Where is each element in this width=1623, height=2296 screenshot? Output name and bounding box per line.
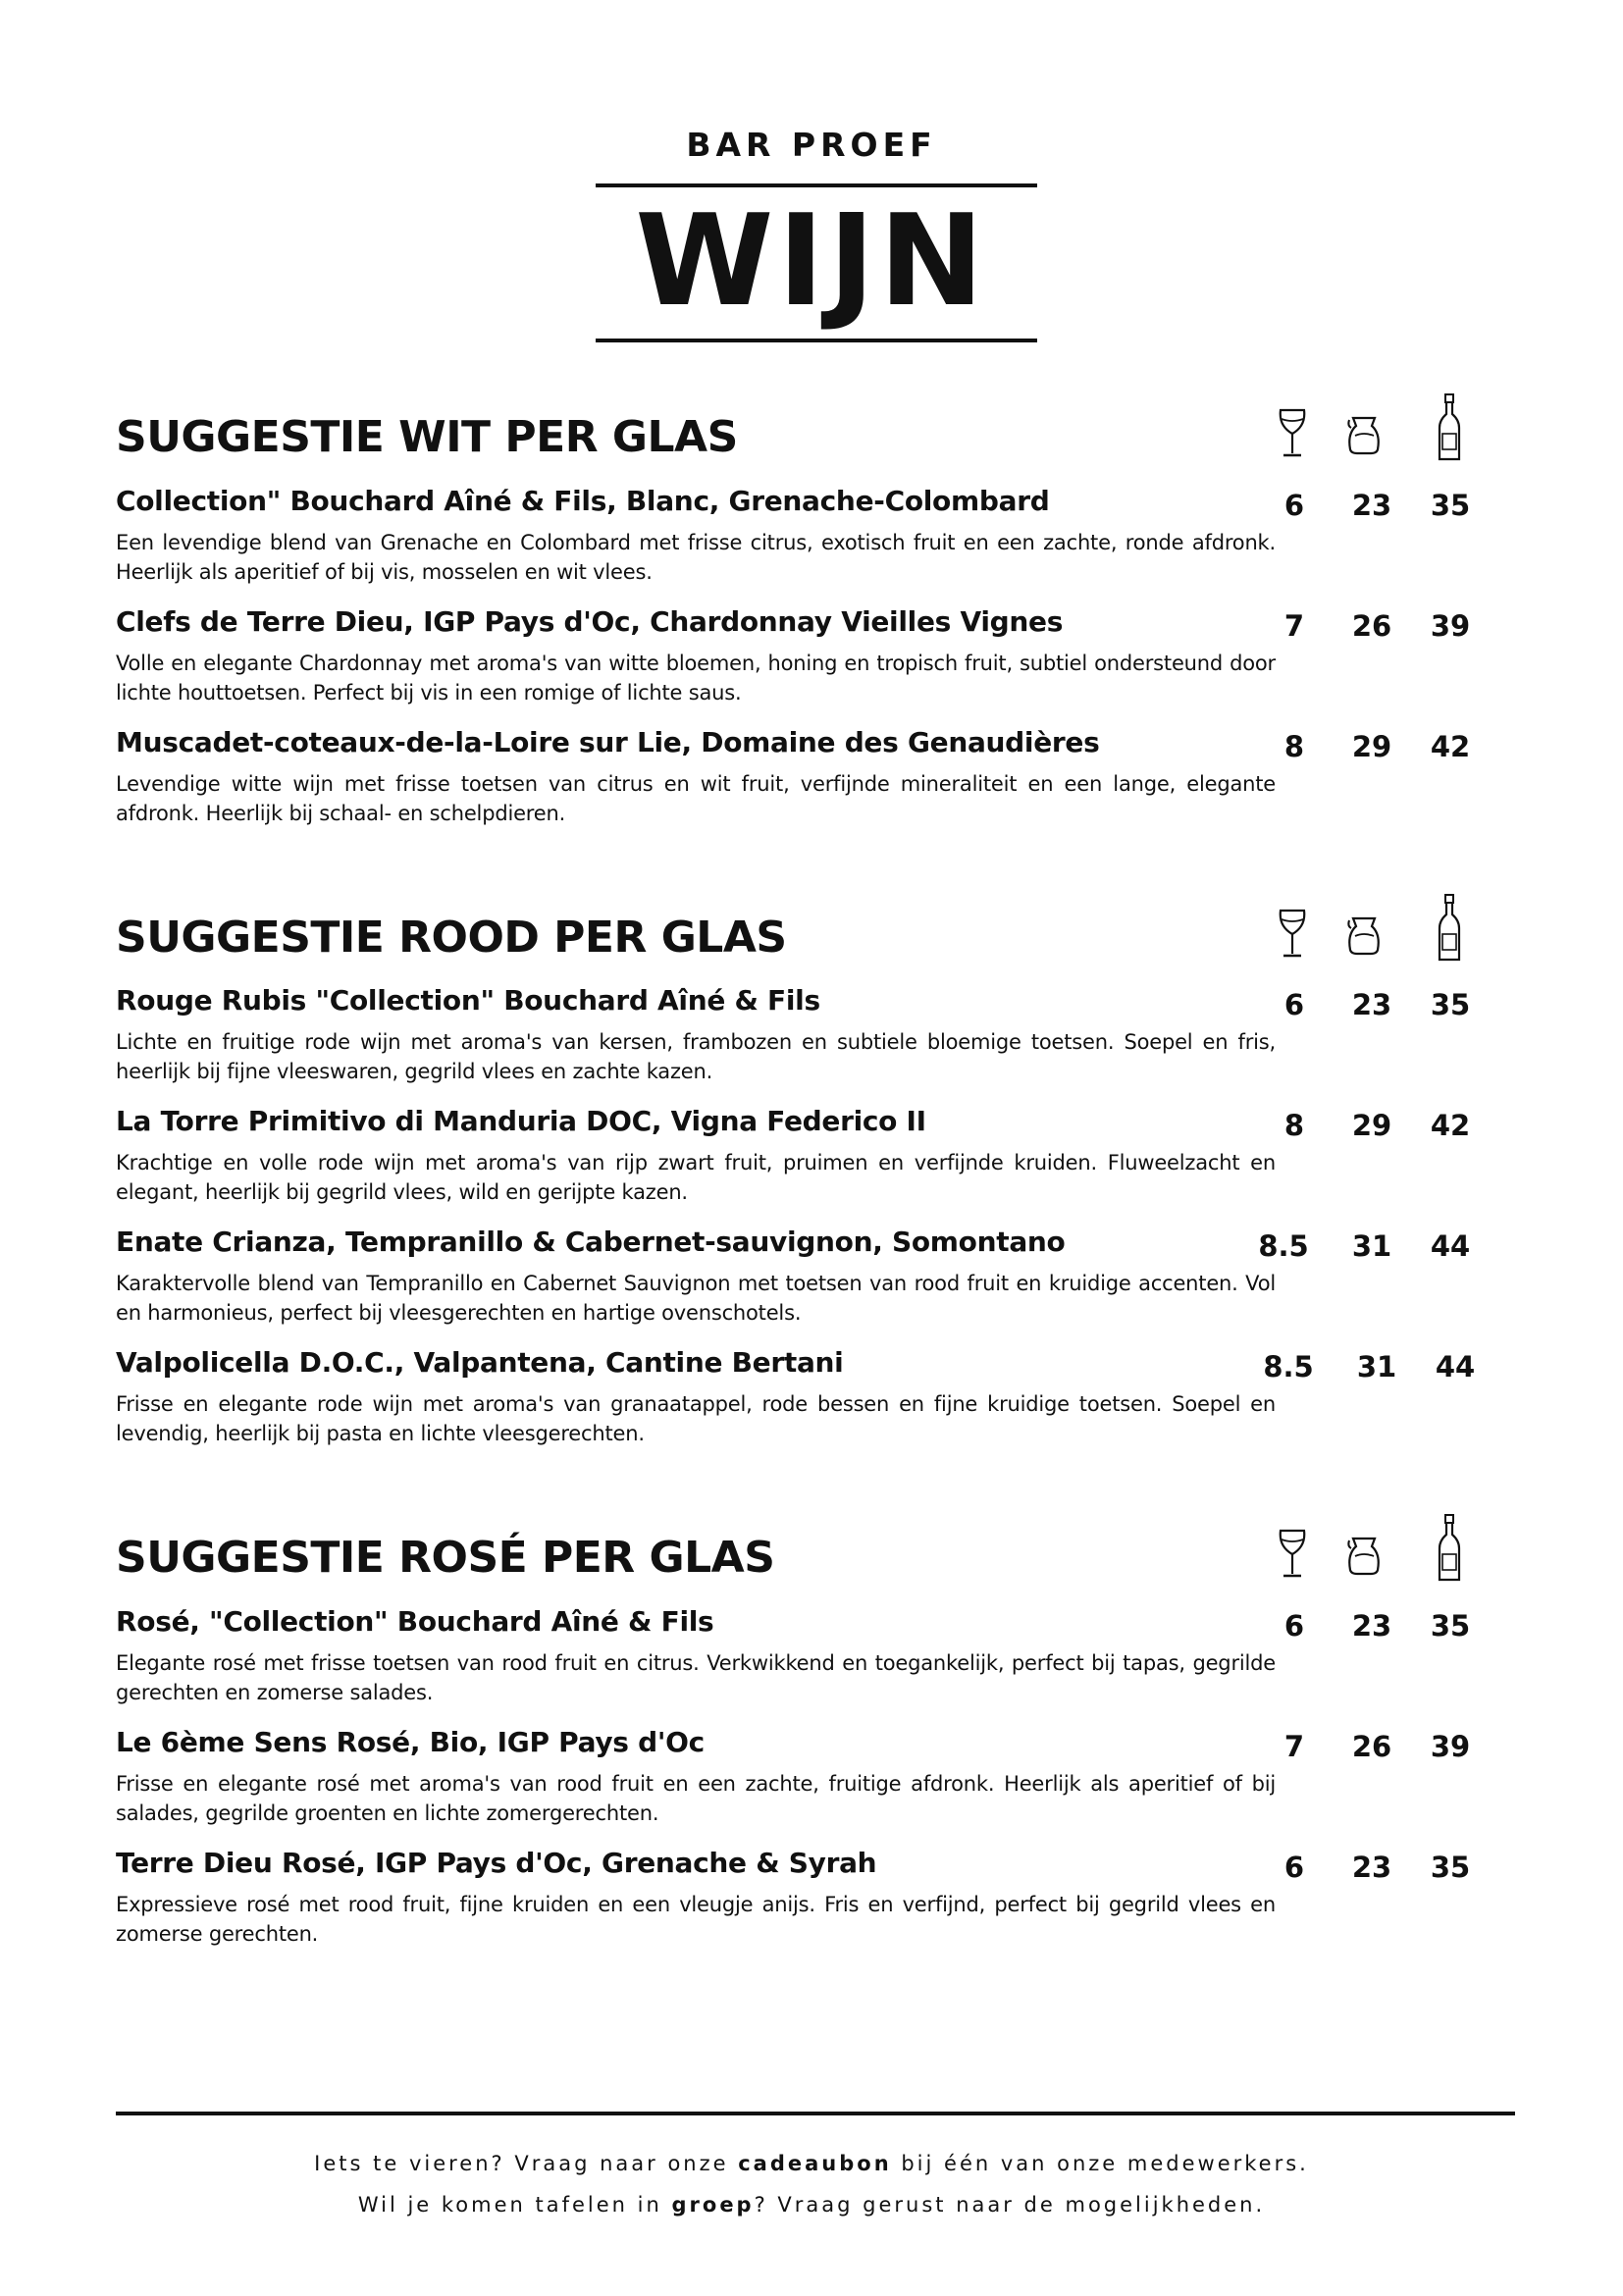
bar-name: BAR PROEF (686, 126, 937, 164)
header-rule-top (596, 183, 1037, 187)
price-carafe: 31 (1351, 1229, 1392, 1263)
price-carafe: 23 (1351, 1609, 1392, 1643)
price-bottle: 35 (1430, 489, 1471, 522)
price-carafe: 29 (1351, 1109, 1392, 1142)
wine-description: Een levendige blend van Grenache en Colombard met frisse citrus, exotisch fruit en een zachte, ronde afdronk. Heerlijk als aperitief of bij vis, mosselen en wit vlees. (116, 531, 1276, 584)
price-column-icons (116, 392, 1480, 471)
price-glass: 8.5 (1258, 1229, 1309, 1263)
price-carafe: 23 (1351, 988, 1392, 1021)
carafe-icon (1345, 913, 1385, 956)
price-bottle: 39 (1430, 1730, 1471, 1763)
wine-glass-icon (1278, 408, 1307, 459)
footer-text: Iets te vieren? Vraag naar onze (314, 2152, 739, 2175)
wine-name: Valpolicella D.O.C., Valpantena, Cantine Bertani (116, 1346, 844, 1379)
footer-text: bij één van onze medewerkers. (891, 2152, 1309, 2175)
price-glass: 6 (1283, 988, 1305, 1021)
wine-description: Levendige witte wijn met frisse toetsen van citrus en wit fruit, verfijnde mineraliteit en een lange, elegante afdronk. Heerlijk bij schaal- en schelpdieren. (116, 772, 1276, 825)
wine-bottle-icon (1437, 893, 1462, 964)
footer-text: Wil je komen tafelen in (357, 2193, 672, 2217)
header-rule-bottom (596, 339, 1037, 342)
list-item (116, 1226, 1480, 1343)
list-item (116, 1105, 1480, 1223)
list-item (116, 1726, 1480, 1844)
price-carafe: 31 (1356, 1350, 1397, 1383)
price-bottle: 42 (1430, 1109, 1471, 1142)
footer-highlight-groep: groep (671, 2193, 755, 2217)
wine-name: Terre Dieu Rosé, IGP Pays d'Oc, Grenache & Syrah (116, 1847, 877, 1879)
footer-divider (116, 2112, 1515, 2115)
wine-name: Le 6ème Sens Rosé, Bio, IGP Pays d'Oc (116, 1726, 705, 1758)
wine-description: Krachtige en volle rode wijn met aroma's van rijp zwart fruit, pruimen en verfijnde kruiden. Fluweelzacht en elegant, heerlijk bij gegrild vlees, wild en gerijpte kazen. (116, 1151, 1276, 1204)
page-title: WIJN (635, 188, 988, 335)
wine-name: Muscadet-coteaux-de-la-Loire sur Lie, Domaine des Genaudières (116, 726, 1100, 758)
price-glass: 7 (1283, 1730, 1305, 1763)
price-bottle: 42 (1430, 730, 1471, 763)
price-column-icons (116, 893, 1480, 971)
wine-description: Volle en elegante Chardonnay met aroma's van witte bloemen, honing en tropisch fruit, subtiel ondersteund door lichte houttoetsen. Perfect bij vis in een romige of lichte saus. (116, 652, 1276, 704)
price-glass: 6 (1283, 489, 1305, 522)
section-title: SUGGESTIE ROSÉ PER GLAS (116, 1533, 775, 1583)
list-item (116, 485, 1480, 602)
carafe-icon (1345, 1533, 1385, 1576)
list-item (116, 1346, 1480, 1464)
wine-description: Frisse en elegante rosé met aroma's van rood fruit en een zachte, fruitige afdronk. Heerlijk als aperitief of bij salades, gegrilde groenten en lichte zomergerechten. (116, 1772, 1276, 1825)
wine-description: Expressieve rosé met rood fruit, fijne kruiden en een vleugje anijs. Fris en verfijnd, perfect bij gegrild vlees en zomerse gerechten. (116, 1893, 1276, 1946)
carafe-icon (1345, 412, 1385, 455)
wine-name: Clefs de Terre Dieu, IGP Pays d'Oc, Chardonnay Vieilles Vignes (116, 605, 1064, 638)
price-bottle: 39 (1430, 609, 1471, 643)
wine-name: Rouge Rubis "Collection" Bouchard Aîné & Fils (116, 984, 820, 1017)
price-bottle: 44 (1435, 1350, 1476, 1383)
price-glass: 6 (1283, 1609, 1305, 1643)
footer-group-line (0, 2193, 1623, 2217)
price-bottle: 35 (1430, 988, 1471, 1021)
wine-description: Lichte en fruitige rode wijn met aroma's van kersen, frambozen en subtiele bloemige toetsen. Soepel en fris, heerlijk bij fijne vleeswaren, gegrild vlees en zachte kazen. (116, 1030, 1276, 1083)
list-item (116, 726, 1480, 844)
price-glass: 6 (1283, 1851, 1305, 1884)
price-bottle: 35 (1430, 1851, 1471, 1884)
price-carafe: 26 (1351, 1730, 1392, 1763)
price-glass: 8.5 (1263, 1350, 1314, 1383)
header (0, 126, 1623, 164)
wine-name: Rosé, "Collection" Bouchard Aîné & Fils (116, 1605, 714, 1638)
list-item (116, 1847, 1480, 1964)
price-column-icons (116, 1513, 1480, 1592)
price-glass: 7 (1283, 609, 1305, 643)
wine-name: Collection" Bouchard Aîné & Fils, Blanc, Grenache-Colombard (116, 485, 1050, 517)
wine-name: Enate Crianza, Tempranillo & Cabernet-sauvignon, Somontano (116, 1226, 1066, 1258)
footer-highlight-cadeaubon: cadeaubon (738, 2152, 892, 2175)
list-item (116, 1605, 1480, 1723)
wine-bottle-icon (1437, 392, 1462, 463)
wine-description: Elegante rosé met frisse toetsen van rood fruit en citrus. Verkwikkend en toegankelijk, perfect bij tapas, gegrilde gerechten en zomerse salades. (116, 1651, 1276, 1704)
wine-glass-icon (1278, 1529, 1307, 1580)
price-carafe: 29 (1351, 730, 1392, 763)
price-carafe: 23 (1351, 1851, 1392, 1884)
price-bottle: 35 (1430, 1609, 1471, 1643)
section-title: SUGGESTIE ROOD PER GLAS (116, 913, 787, 963)
wine-description: Frisse en elegante rode wijn met aroma's van granaatappel, rode bessen en fijne kruidige toetsen. Soepel en levendig, heerlijk bij pasta en lichte vleesgerechten. (116, 1392, 1276, 1445)
wine-name: La Torre Primitivo di Manduria DOC, Vigna Federico II (116, 1105, 926, 1137)
section-title: SUGGESTIE WIT PER GLAS (116, 412, 738, 462)
wine-bottle-icon (1437, 1513, 1462, 1584)
list-item (116, 605, 1480, 723)
price-carafe: 26 (1351, 609, 1392, 643)
price-glass: 8 (1283, 730, 1305, 763)
footer-text: ? Vraag gerust naar de mogelijkheden. (754, 2193, 1266, 2217)
wine-glass-icon (1278, 909, 1307, 960)
wine-description: Karaktervolle blend van Tempranillo en Cabernet Sauvignon met toetsen van rood fruit en kruidige accenten. Vol en harmonieus, perfect bij vleesgerechten en hartige ovenschotels. (116, 1272, 1276, 1325)
price-bottle: 44 (1430, 1229, 1471, 1263)
list-item (116, 984, 1480, 1102)
footer-gift-voucher-line (0, 2152, 1623, 2175)
price-glass: 8 (1283, 1109, 1305, 1142)
price-carafe: 23 (1351, 489, 1392, 522)
